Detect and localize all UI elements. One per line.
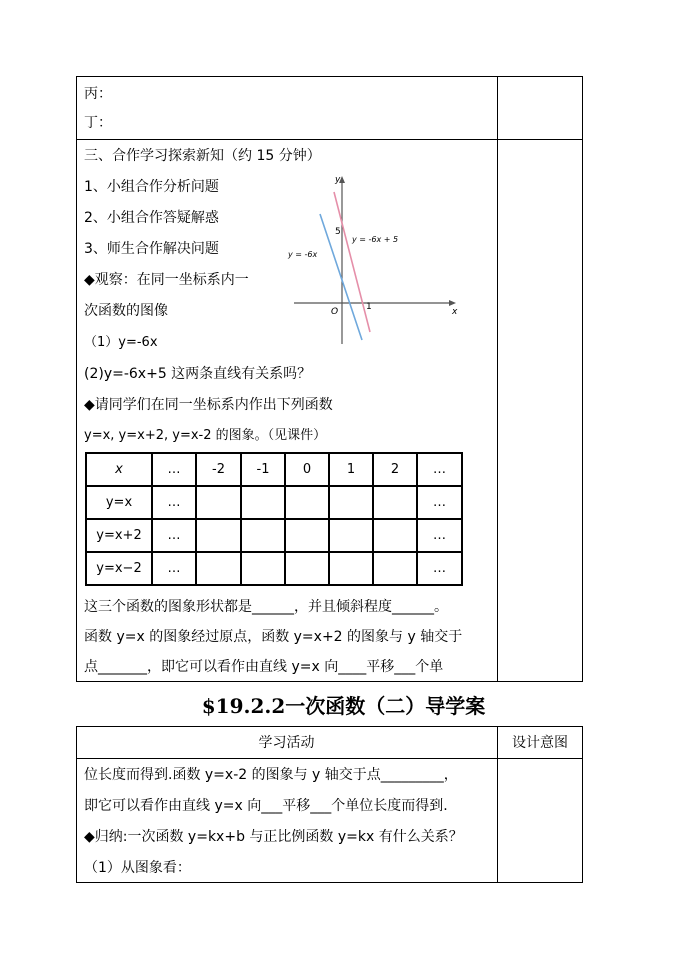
table-cell: 0: [285, 453, 329, 486]
table-cell: y=x: [86, 486, 152, 519]
step-3: 3、师生合作解决问题: [84, 241, 219, 257]
page-title: $19.2.2一次函数（二）导学案: [201, 694, 486, 718]
table-cell: …: [152, 453, 196, 486]
table-cell: …: [152, 552, 196, 585]
table-cell: [373, 486, 417, 519]
axis-y-label: y: [335, 175, 341, 185]
lower-line-3: ◆归纳:一次函数 y=kx+b 与正比例函数 y=kx 有什么关系？: [84, 829, 463, 845]
table-cell: -1: [241, 453, 285, 486]
table-row: [86, 519, 462, 552]
task-line: ◆请同学们在同一坐标系内作出下列函数: [84, 397, 333, 413]
table-cell: [329, 486, 373, 519]
table-cell: [329, 519, 373, 552]
item-1: （1）y=-6x: [84, 335, 158, 350]
column-header-intent: 设计意图: [512, 735, 568, 751]
line-bing: 丙：: [84, 86, 112, 102]
table-cell: y=x+2: [86, 519, 152, 552]
task-functions: y=x, y=x+2, y=x-2 的图象。（见课件）: [84, 428, 327, 443]
item-2: (2)y=-6x+5 这两条直线有关系吗？: [84, 366, 312, 382]
table-cell: [241, 519, 285, 552]
table-cell: [241, 552, 285, 585]
line-ding: 丁：: [84, 115, 112, 131]
origin-label: O: [331, 307, 339, 317]
step-2: 2、小组合作答疑解惑: [84, 210, 219, 226]
table-cell: …: [152, 486, 196, 519]
table-cell: -2: [196, 453, 241, 486]
x-axis-arrow-icon: [449, 300, 456, 306]
value-table: [85, 452, 463, 586]
table-row: [86, 552, 462, 585]
table-cell: [329, 552, 373, 585]
table-header-row: [86, 453, 462, 486]
tick-five-label: 5: [335, 227, 341, 237]
observe-line-1: ◆观察：在同一坐标系内一: [84, 272, 249, 288]
observe-line-2: 次函数的图像: [84, 303, 168, 319]
lower-line-4: （1）从图象看：: [84, 860, 191, 876]
table-cell: [285, 519, 329, 552]
table-cell: …: [417, 453, 462, 486]
label-y-neg6x: y = -6x: [288, 250, 318, 259]
table-cell: 1: [329, 453, 373, 486]
step-1: 1、小组合作分析问题: [84, 179, 219, 195]
table-cell: [285, 552, 329, 585]
after-table-line-1: 这三个函数的图象形状都是______，并且倾斜程度______。: [84, 599, 448, 615]
table-cell: …: [417, 519, 462, 552]
section-heading: 三、合作学习探索新知（约 15 分钟）: [84, 148, 321, 164]
lower-line-1: 位长度而得到.函数 y=x-2 的图象与 y 轴交于点_________，: [84, 767, 458, 783]
table-cell: [196, 552, 241, 585]
upper-row-divider: [76, 139, 583, 140]
table-cell: …: [152, 519, 196, 552]
column-header-activity: 学习活动: [258, 735, 315, 751]
label-y-neg6x-plus5: y = -6x + 5: [352, 235, 399, 244]
table-cell: y=x−2: [86, 552, 152, 585]
table-cell: [196, 519, 241, 552]
table-cell: [196, 486, 241, 519]
table-cell: …: [417, 486, 462, 519]
lower-header-divider: [76, 758, 583, 759]
table-cell: [285, 486, 329, 519]
after-table-line-2: 函数 y=x 的图象经过原点，函数 y=x+2 的图象与 y 轴交于: [84, 629, 463, 645]
table-cell: [373, 519, 417, 552]
upper-column-divider: [497, 76, 498, 682]
table-cell: …: [417, 552, 462, 585]
table-cell: [241, 486, 285, 519]
table-cell: 2: [373, 453, 417, 486]
axis-x-label: x: [452, 307, 458, 317]
table-row: [86, 486, 462, 519]
function-graph: [282, 172, 462, 348]
table-cell: [373, 552, 417, 585]
lower-line-2: 即它可以看作由直线 y=x 向___平移___个单位长度而得到.: [84, 798, 448, 814]
tick-one-label: 1: [366, 302, 372, 312]
table-cell: x: [86, 453, 152, 486]
after-table-line-3: 点_______，即它可以看作由直线 y=x 向____平移___个单: [84, 659, 444, 675]
